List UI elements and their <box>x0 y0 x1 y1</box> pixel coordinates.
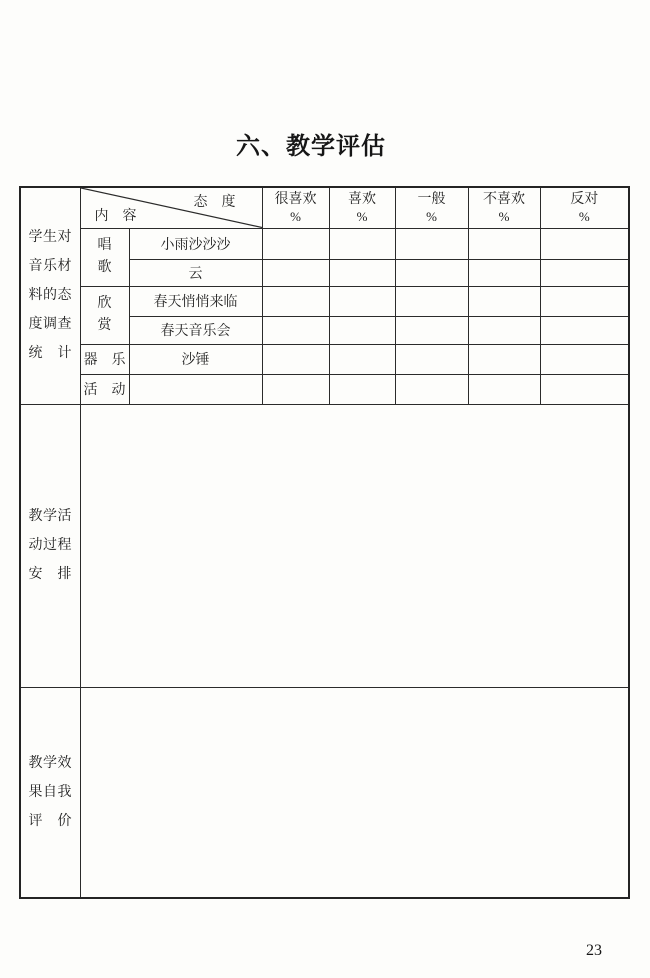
percent-cell <box>262 228 329 259</box>
process-section-row <box>20 404 629 687</box>
column-header-text: 反对 <box>570 191 599 207</box>
percent-cell <box>468 316 540 344</box>
table-row <box>20 286 629 316</box>
survey-label-line: 度调查 <box>28 317 72 333</box>
song-title-cell <box>129 374 262 404</box>
page-title: 六、教学评估 <box>236 134 386 160</box>
song-title-cell: 小雨沙沙沙 <box>129 228 262 259</box>
table-row <box>20 228 629 259</box>
survey-section-label-cell <box>20 187 80 404</box>
category-label-line: 唱 <box>97 238 112 253</box>
process-label-line: 教学活 <box>28 509 72 524</box>
percent-cell <box>395 286 468 316</box>
self-eval-section-label <box>21 749 80 836</box>
survey-label-line: 学生对 <box>28 230 72 246</box>
process-section-label <box>21 502 80 589</box>
percent-cell <box>540 316 629 344</box>
survey-label-line: 统 计 <box>28 346 72 362</box>
percent-cell <box>329 259 395 286</box>
column-header-neutral <box>395 187 468 228</box>
self-eval-section-row <box>20 687 629 898</box>
category-cell-activity: 活 动 <box>80 374 129 404</box>
column-header-oppose <box>540 187 629 228</box>
column-header-like <box>329 187 395 228</box>
percent-cell <box>329 316 395 344</box>
category-label-line: 歌 <box>97 260 112 275</box>
percent-cell <box>262 316 329 344</box>
category-label-line: 赏 <box>97 318 112 333</box>
category-label-line: 欣 <box>97 296 112 311</box>
percent-sign: % <box>426 208 437 224</box>
column-header-dislike <box>468 187 540 228</box>
self-eval-label-line: 评 价 <box>28 813 72 829</box>
percent-cell <box>540 259 629 286</box>
table-row <box>20 344 629 374</box>
category-cell-instrumental: 器 乐 <box>80 344 129 374</box>
self-eval-section-label-cell <box>20 687 80 898</box>
percent-cell <box>262 344 329 374</box>
percent-cell <box>468 374 540 404</box>
song-title-cell: 春天悄悄来临 <box>129 286 262 316</box>
survey-label-line: 料的态 <box>28 288 72 304</box>
percent-cell <box>329 286 395 316</box>
self-eval-label-line: 果自我 <box>28 784 72 800</box>
column-header-very-like <box>262 187 329 228</box>
percent-cell <box>329 344 395 374</box>
percent-cell <box>329 374 395 404</box>
self-evaluation-area <box>80 687 629 898</box>
corner-content-label: 内 容 <box>94 208 137 224</box>
song-title-cell: 云 <box>129 259 262 286</box>
category-cell-singing <box>80 228 129 286</box>
category-label-singing <box>81 235 129 279</box>
column-header-text: 不喜欢 <box>483 191 525 207</box>
percent-sign: % <box>498 208 510 224</box>
percent-cell <box>540 374 629 404</box>
percent-sign: % <box>578 208 590 224</box>
process-label-line: 安 排 <box>28 567 72 582</box>
percent-cell <box>262 259 329 286</box>
percent-cell <box>262 374 329 404</box>
percent-cell <box>540 286 629 316</box>
process-label-line: 动过程 <box>28 538 72 553</box>
process-section-label-cell <box>20 404 80 687</box>
percent-cell <box>395 374 468 404</box>
evaluation-table <box>19 186 630 899</box>
percent-cell <box>262 286 329 316</box>
header-row <box>20 187 629 228</box>
percent-cell <box>540 344 629 374</box>
percent-cell <box>395 259 468 286</box>
percent-cell <box>395 316 468 344</box>
category-label-appreciation <box>81 293 129 337</box>
corner-header-cell <box>80 187 262 228</box>
page-number: 23 <box>586 942 602 959</box>
activity-plan-area <box>80 404 629 687</box>
table-row <box>20 374 629 404</box>
column-header-text: 很喜欢 <box>274 191 317 207</box>
corner-attitude-label: 态 度 <box>193 195 236 210</box>
percent-sign: % <box>290 208 301 224</box>
song-title-cell: 沙锤 <box>129 344 262 374</box>
column-header-text: 一般 <box>417 191 446 207</box>
percent-cell <box>468 259 540 286</box>
song-title-cell: 春天音乐会 <box>129 316 262 344</box>
percent-cell <box>540 228 629 259</box>
percent-cell <box>395 344 468 374</box>
survey-section-label <box>21 223 80 368</box>
self-eval-label-line: 教学效 <box>28 755 72 771</box>
category-cell-appreciation <box>80 286 129 344</box>
percent-sign: % <box>356 208 368 224</box>
percent-cell <box>395 228 468 259</box>
percent-cell <box>468 286 540 316</box>
percent-cell <box>468 344 540 374</box>
survey-label-line: 音乐材 <box>28 259 72 275</box>
percent-cell <box>468 228 540 259</box>
percent-cell <box>329 228 395 259</box>
column-header-text: 喜欢 <box>348 191 376 207</box>
